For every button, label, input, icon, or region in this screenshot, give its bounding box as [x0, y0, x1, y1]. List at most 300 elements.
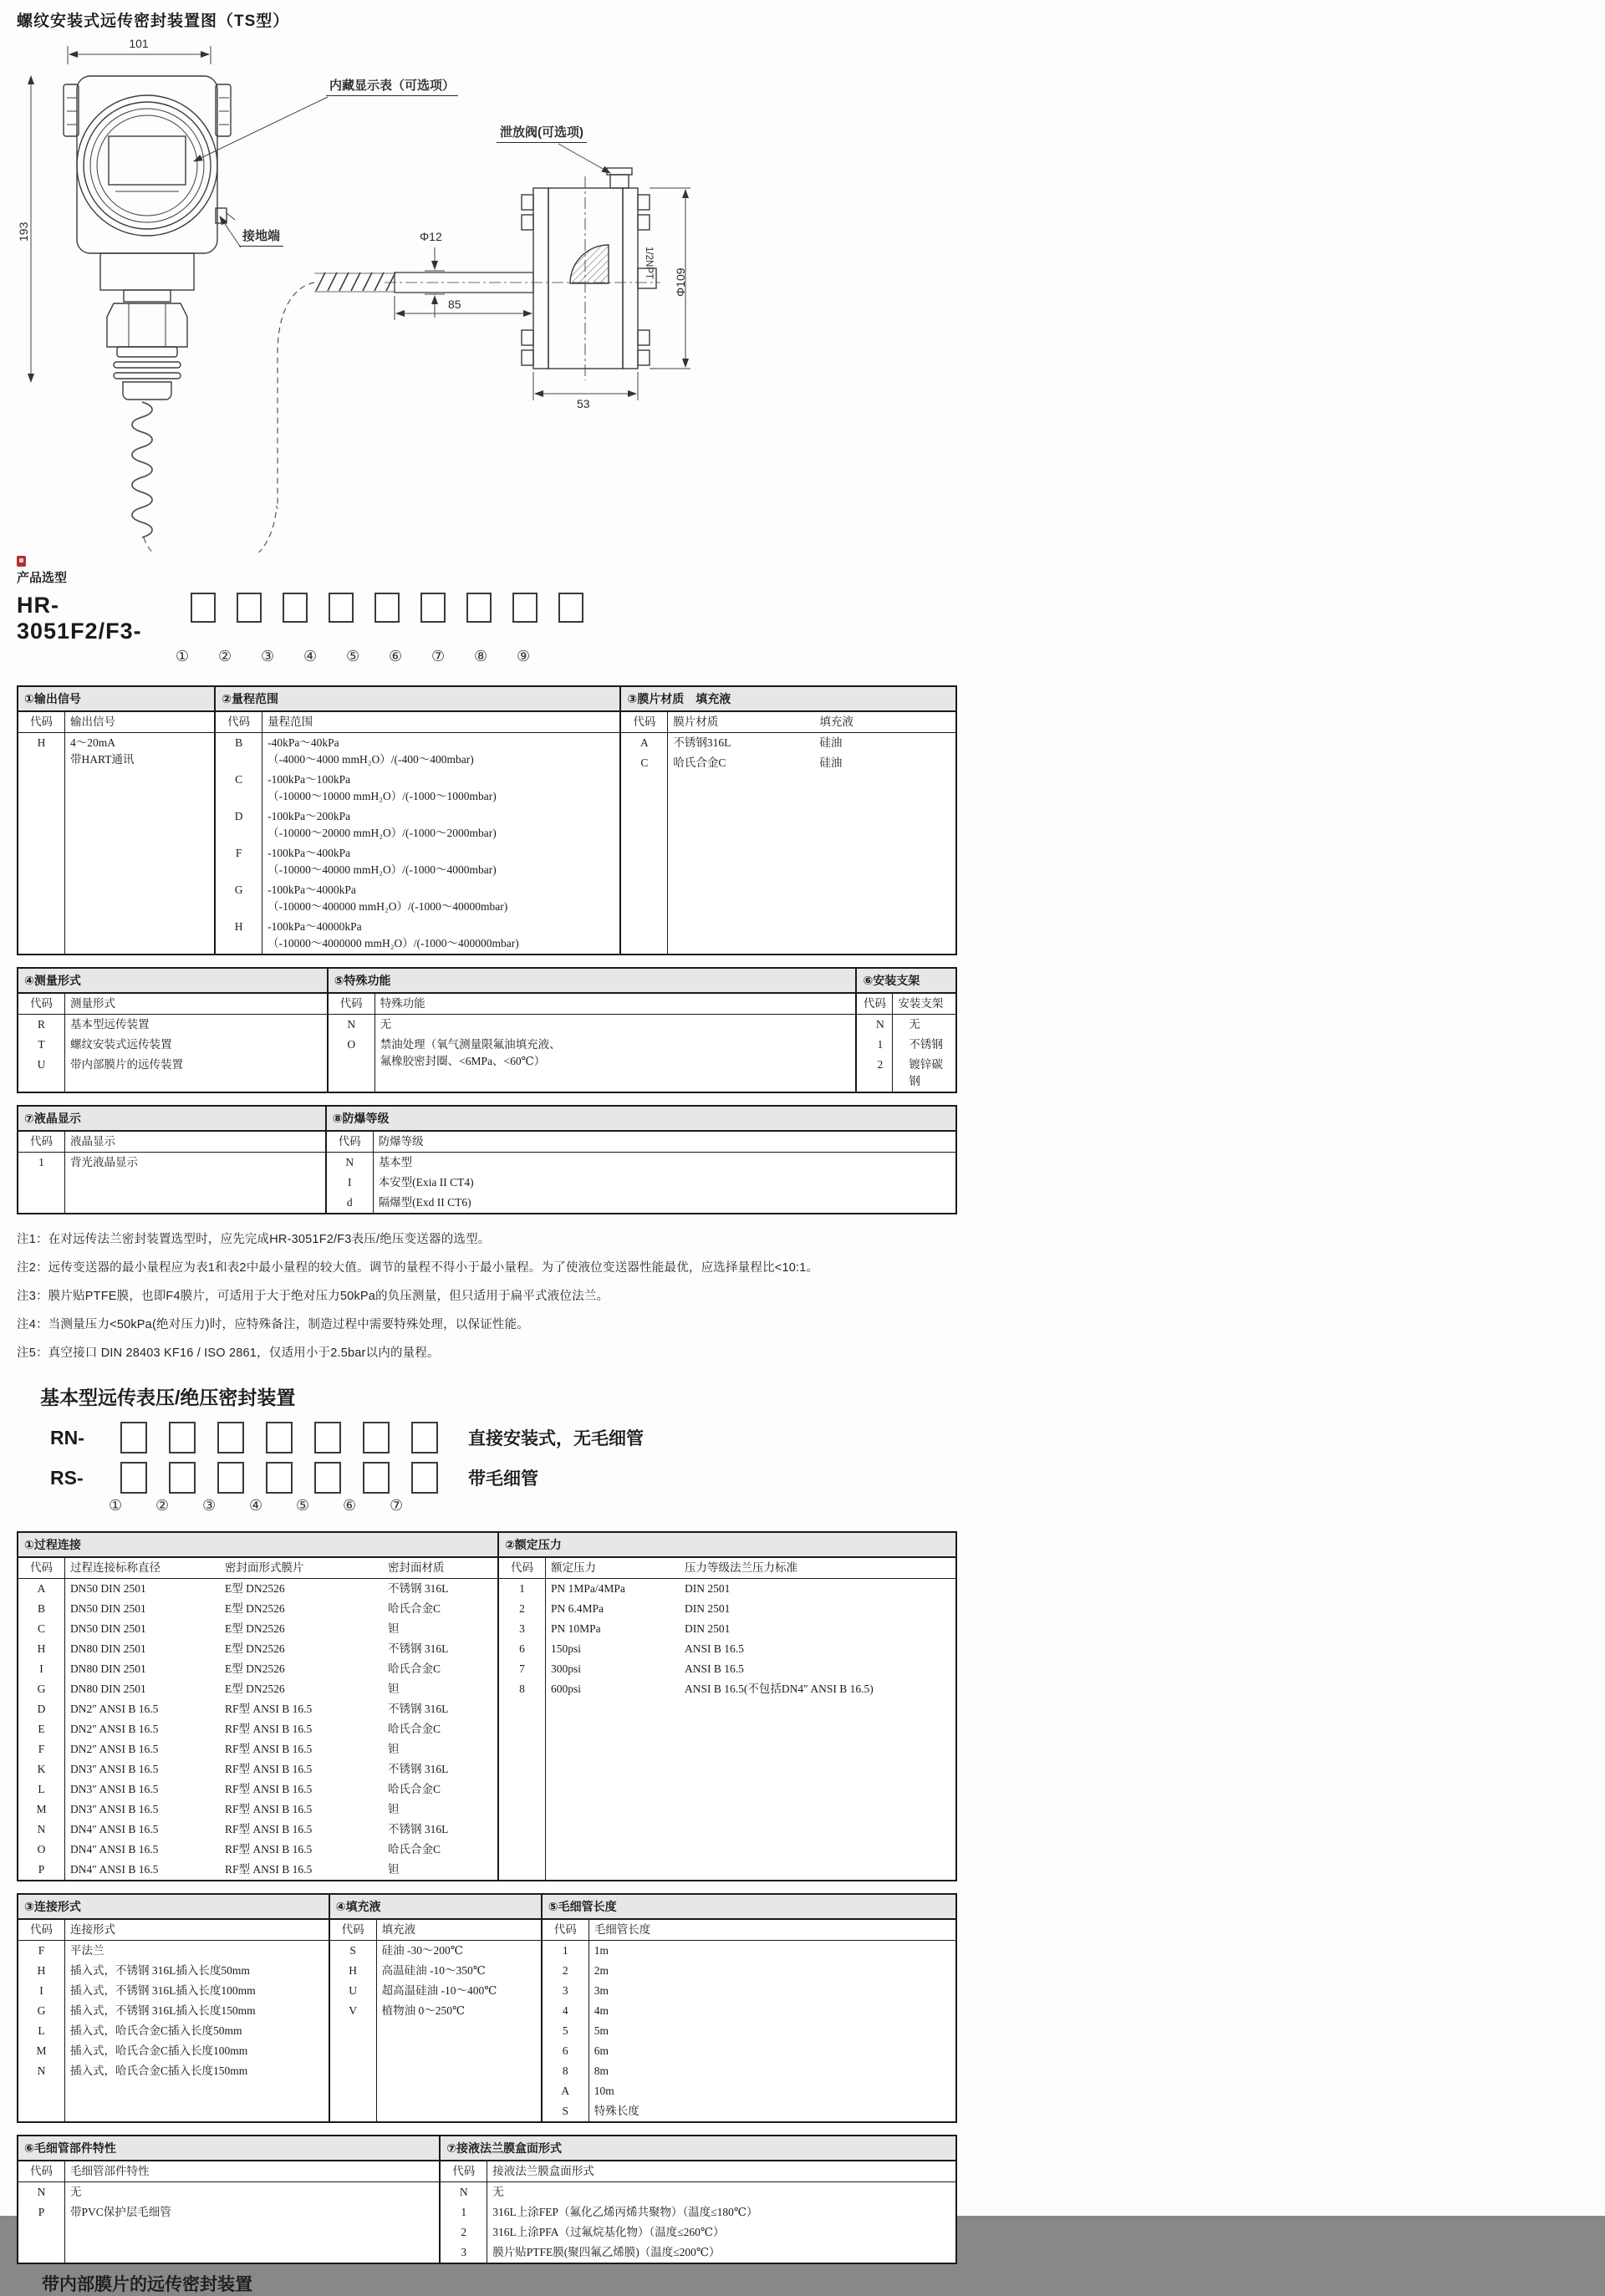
table-cell: 带PVC保护层毛细管: [70, 2206, 171, 2218]
section-title: ⑧防爆等级: [327, 1107, 955, 1132]
table-body: [18, 1579, 497, 1880]
table-row: [441, 2202, 955, 2222]
table-body: [18, 1941, 329, 2081]
col-header: 代码: [30, 1923, 53, 1936]
table-cell: 钽: [388, 1743, 400, 1755]
table-row: [18, 2001, 329, 2021]
col-header: 代码: [553, 1923, 577, 1936]
table-capillary-feature-face: [17, 2135, 957, 2264]
table-cell: 膜片贴PTFE膜(聚四氟乙烯膜)（温度≤200℃）: [492, 2246, 721, 2258]
table-cell: C: [640, 756, 649, 769]
table-row: [499, 1599, 955, 1619]
selection-box: [266, 1462, 293, 1494]
col-header: 代码: [339, 997, 363, 1010]
section-title: ④填充液: [330, 1895, 541, 1920]
table-cell: S: [562, 2105, 569, 2117]
table-header-row: [216, 712, 619, 733]
table-cell: H: [349, 1964, 358, 1977]
table-row: [330, 1961, 541, 1981]
position-number: ⑤: [346, 648, 360, 664]
callout-display: 内藏显示表（可选项）: [326, 76, 458, 96]
position-number: ⑨: [517, 648, 531, 664]
dim-tube-length-label: 85: [448, 298, 461, 311]
table-cell: N: [345, 1156, 354, 1168]
table-body: [499, 1579, 955, 1699]
table-row: [18, 1699, 497, 1719]
table-row: [857, 1055, 955, 1092]
col-header: 特殊功能: [380, 997, 425, 1010]
col-header: 代码: [227, 715, 251, 728]
table-cell: ANSI B 16.5(不包括DN4″ ANSI B 16.5): [684, 1683, 874, 1695]
table-cell: 哈氏合金C: [673, 756, 726, 769]
position-number: ②: [155, 1497, 170, 1514]
table-cell: 无: [492, 2186, 504, 2198]
table-cell: DN3″ ANSI B 16.5: [70, 1783, 159, 1795]
col-header: 连接形式: [70, 1923, 115, 1936]
table-header-row: [18, 994, 327, 1015]
table-cell: E型 DN2526: [225, 1602, 285, 1615]
table-cell: 钽: [388, 1622, 400, 1635]
position-number: ③: [202, 1497, 217, 1514]
table-cell: 哈氏合金C: [388, 1843, 441, 1856]
table-cell: I: [347, 1176, 352, 1189]
table-row: [857, 1015, 955, 1035]
table-cell: M: [36, 1803, 47, 1815]
table-cell: L: [38, 1783, 45, 1795]
table-cell: d: [346, 1196, 353, 1209]
table-row: [857, 1035, 955, 1055]
table-cell: 3: [519, 1622, 525, 1635]
table-cell: 2m: [594, 1964, 609, 1977]
table-row: [499, 1619, 955, 1639]
table-cell: T: [38, 1038, 45, 1051]
table-row: [216, 843, 619, 880]
selection-box: [411, 1422, 438, 1453]
table-row: [18, 2021, 329, 2041]
table-row: [18, 1840, 497, 1860]
col-header: 防爆等级: [378, 1135, 424, 1148]
note-2: 注2：远传变送器的最小量程应为表1和表2中最小量程的较大值。调节的量程不得小于最小量程。为了使液位变送器性能最优，应选择量程比<10:1。: [17, 1261, 819, 1275]
secondary-selection-heading: 基本型远传表压/绝压密封装置: [40, 1387, 296, 1408]
table-row: [18, 733, 214, 770]
col-header: 代码: [452, 2165, 476, 2177]
table-row: [543, 1981, 955, 2001]
col-header: 代码: [30, 1561, 53, 1574]
table-cell: E型 DN2526: [225, 1642, 285, 1655]
selection-box: [169, 1422, 196, 1453]
table-cell: D: [37, 1703, 46, 1715]
table-cell: P: [38, 1863, 45, 1876]
section-title: ⑤毛细管长度: [543, 1895, 955, 1920]
table-row: [499, 1579, 955, 1599]
table-cell: RF型 ANSI B 16.5: [225, 1703, 313, 1715]
table-cell: 基本型远传装置: [70, 1018, 150, 1031]
table-row: [216, 807, 619, 843]
table-cell: -100kPa～4000kPa （-10000～400000 mmH₂O）/(-1000～40000mbar): [268, 883, 508, 913]
table-cell: B: [37, 1602, 45, 1615]
table-row: [18, 1579, 497, 1599]
table-cell: 1: [38, 1156, 44, 1168]
table-body: [441, 2182, 955, 2263]
table-cell: F: [38, 1743, 45, 1755]
table-cell: RF型 ANSI B 16.5: [225, 1823, 313, 1835]
table-row: [18, 2041, 329, 2061]
table-cell: RF型 ANSI B 16.5: [225, 1803, 313, 1815]
table-cell: 哈氏合金C: [388, 1723, 441, 1735]
table-cell: 超高温硅油 -10～400℃: [381, 1984, 497, 1997]
section-capillary-feature: [18, 2136, 439, 2263]
table-row: [18, 1941, 329, 1961]
table-cell: 300psi: [550, 1662, 581, 1675]
table-row: [18, 1015, 327, 1035]
table-cell: ANSI B 16.5: [684, 1662, 744, 1675]
selection-box-9: [558, 593, 583, 623]
table-cell: 钽: [388, 1803, 400, 1815]
table-cell: DIN 2501: [684, 1622, 731, 1635]
col-header: 代码: [30, 1135, 53, 1148]
table-cell: 1: [519, 1582, 525, 1595]
table-cell: 2: [562, 1964, 568, 1977]
table-cell: 特殊长度: [594, 2105, 639, 2117]
col-header: 密封面形式膜片: [225, 1561, 304, 1574]
table-cell: DN3″ ANSI B 16.5: [70, 1803, 159, 1815]
col-header: 代码: [30, 997, 53, 1010]
table-cell: 3: [461, 2246, 467, 2258]
table-cell: 隔爆型(Exd II CT6): [378, 1196, 471, 1209]
technical-drawing: [17, 36, 744, 552]
table-row: [441, 2243, 955, 2263]
table-cell: 不锈钢 316L: [388, 1763, 449, 1775]
table-body: [18, 1015, 327, 1075]
selection-box: [314, 1422, 341, 1453]
model-prefix: HR-3051F2/F3-: [17, 593, 142, 644]
table-cell: 1: [877, 1038, 884, 1051]
table-cell: U: [349, 1984, 358, 1997]
col-header: 测量形式: [70, 997, 115, 1010]
table-cell: 4m: [594, 2004, 609, 2017]
selection-box: [363, 1422, 390, 1453]
table-cell: 3: [562, 1984, 568, 1997]
table-cell: 背光液晶显示: [70, 1156, 138, 1168]
table-cell: 4～20mA 带HART通讯: [70, 736, 135, 766]
table-row: [18, 2182, 439, 2202]
table-row: [18, 1659, 497, 1679]
table-cell: ANSI B 16.5: [684, 1642, 744, 1655]
table-header-row: [857, 994, 955, 1015]
position-number-row: [50, 1497, 960, 1515]
table-row: [329, 1035, 856, 1072]
table-header-row: [18, 2161, 439, 2182]
table-cell: A: [640, 736, 649, 749]
selection-box: [314, 1462, 341, 1494]
leader-lines: [194, 97, 610, 247]
table-header-row: [18, 1132, 325, 1153]
table-cell: D: [234, 810, 243, 822]
table-cell: I: [39, 1662, 43, 1675]
table-cell: H: [37, 1964, 46, 1977]
rn-code-row: [50, 1422, 960, 1453]
table-body: [857, 1015, 955, 1092]
section-title: ⑥安装支架: [857, 969, 955, 994]
table-cell: DN2″ ANSI B 16.5: [70, 1703, 159, 1715]
table-cell: 插入式，哈氏合金C插入长度50mm: [70, 2024, 242, 2037]
table-lcd-explosion: [17, 1105, 957, 1214]
capillary-coil: [132, 283, 314, 552]
table-row: [18, 1800, 497, 1820]
dim-flange-width-label: 53: [577, 397, 590, 410]
dim-width-label: 101: [129, 37, 149, 50]
table-cell: 7: [519, 1662, 525, 1675]
table-row: [327, 1153, 955, 1173]
table-cell: N: [459, 2186, 468, 2198]
table-cell: G: [37, 2004, 46, 2017]
table-cell: O: [347, 1038, 356, 1051]
table-row: [543, 2061, 955, 2081]
table-row: [543, 1941, 955, 1961]
table-cell: A: [37, 1582, 46, 1595]
table-row: [18, 2202, 439, 2222]
table-cell: 哈氏合金C: [388, 1662, 441, 1675]
transmitter-front-view: [64, 76, 235, 400]
section-title: ①输出信号: [18, 687, 214, 712]
table-body: [621, 733, 955, 773]
position-number: ⑦: [390, 1497, 404, 1514]
section-measure-form: [18, 969, 327, 1092]
table-cell: 不锈钢 316L: [388, 1642, 449, 1655]
table-cell: E型 DN2526: [225, 1622, 285, 1635]
table-cell: RF型 ANSI B 16.5: [225, 1763, 313, 1775]
table-cell: 6m: [594, 2044, 609, 2057]
table-row: [18, 1153, 325, 1173]
table-cell: 插入式，不锈钢 316L插入长度50mm: [70, 1964, 250, 1977]
table-cell: 无: [70, 2186, 82, 2198]
note-5: 注5：真空接口 DIN 28403 KF16 / ISO 2861，仅适用小于2.5bar以内的量程。: [17, 1347, 440, 1360]
table-row: [327, 1193, 955, 1213]
table-body: [18, 1153, 325, 1173]
table-row: [18, 1981, 329, 2001]
table-cell: 平法兰: [70, 1944, 104, 1957]
table-cell: 基本型: [378, 1156, 413, 1168]
table-cell: 镀锌碳钢: [909, 1058, 943, 1087]
table-cell: 无: [380, 1018, 392, 1031]
table-cell: 不锈钢 316L: [388, 1703, 449, 1715]
table-cell: 1: [562, 1944, 568, 1957]
col-header: 液晶显示: [70, 1135, 115, 1148]
table-row: [543, 1961, 955, 1981]
section-title: ③连接形式: [18, 1895, 329, 1920]
table-cell: B: [235, 736, 243, 749]
table-row: [330, 2001, 541, 2021]
table-row: [327, 1173, 955, 1193]
table-header-row: [330, 1920, 541, 1941]
table-cell: 无: [909, 1018, 920, 1031]
col-header: 额定压力: [550, 1561, 596, 1574]
table-body: [18, 733, 214, 770]
dim-capillary-dia-label: Φ12: [420, 230, 442, 243]
table-cell: 硅油: [819, 736, 843, 749]
rn-prefix: RN-: [50, 1426, 84, 1448]
rn-description: 直接安装式，无毛细管: [468, 1429, 644, 1448]
table-cell: N: [876, 1018, 884, 1031]
table-row: [621, 733, 955, 753]
table-cell: N: [37, 2064, 46, 2077]
table-cell: 硅油: [819, 756, 843, 769]
table-cell: A: [561, 2085, 570, 2097]
callout-ground-terminal: 接地端: [239, 227, 283, 247]
table-header-row: [18, 1920, 329, 1941]
section-title: ⑥毛细管部件特性: [18, 2136, 439, 2161]
table-cell: DN80 DIN 2501: [70, 1642, 146, 1655]
table-cell: DN4″ ANSI B 16.5: [70, 1843, 159, 1856]
dim-flange-dia-label: Φ109: [674, 267, 687, 297]
table-cell: -100kPa～400kPa （-10000～40000 mmH₂O）/(-1000～4000mbar): [268, 847, 497, 876]
table-cell: 插入式，不锈钢 316L插入长度150mm: [70, 2004, 256, 2017]
red-marker-icon: [17, 556, 26, 567]
notes-block: [17, 1229, 960, 1361]
selection-box: [217, 1462, 244, 1494]
table-connection-fill-capillary: [17, 1893, 957, 2123]
section-diaphragm-material: [619, 687, 955, 954]
section-rated-pressure: [497, 1533, 955, 1880]
table-row: [441, 2222, 955, 2243]
table-cell: 植物油 0～250℃: [381, 2004, 466, 2017]
table-body: [543, 1941, 955, 2121]
dim-height-label: 193: [17, 221, 30, 242]
table-cell: N: [37, 1823, 46, 1835]
table-cell: 本安型(Exia II CT4): [378, 1176, 474, 1189]
table-cell: 不锈钢: [909, 1038, 943, 1051]
table-cell: -100kPa～200kPa （-10000～20000 mmH₂O）/(-1000～2000mbar): [268, 810, 497, 839]
page-title: 螺纹安装式远传密封装置图（TS型）: [17, 13, 290, 30]
table-row: [330, 1981, 541, 2001]
table-row: [18, 1035, 327, 1055]
section-title: ③膜片材质 填充液: [621, 687, 955, 712]
table-row: [18, 2061, 329, 2081]
table-cell: DIN 2501: [684, 1602, 731, 1615]
table-cell: 螺纹安装式远传装置: [70, 1038, 172, 1051]
table-cell: G: [234, 883, 243, 896]
table-header-row: [543, 1920, 955, 1941]
table-cell: 高温硅油 -10～350℃: [381, 1964, 486, 1977]
table-cell: 4: [562, 2004, 568, 2017]
table-cell: E型 DN2526: [225, 1582, 285, 1595]
footer-section-title: 带内部膜片的远传密封装置: [42, 2275, 252, 2294]
table-cell: DN50 DIN 2501: [70, 1622, 146, 1635]
table-cell: 8: [562, 2064, 568, 2077]
selection-heading: 产品选型: [17, 571, 68, 585]
table-cell: DN4″ ANSI B 16.5: [70, 1863, 159, 1876]
table-cell: 钽: [388, 1683, 400, 1695]
table-cell: E型 DN2526: [225, 1683, 285, 1695]
table-cell: R: [37, 1018, 45, 1031]
table-row: [499, 1659, 955, 1679]
col-header: 代码: [341, 1923, 364, 1936]
table-header-row: [499, 1558, 955, 1579]
table-cell: 不锈钢316L: [673, 736, 731, 749]
rs-description: 带毛细管: [468, 1469, 538, 1489]
table-header-row: [441, 2161, 955, 2182]
col-header: 安装支架: [898, 997, 944, 1010]
table-cell: 哈氏合金C: [388, 1783, 441, 1795]
table-cell: -40kPa～40kPa （-4000～4000 mmH₂O）/(-400～400mbar): [268, 736, 474, 766]
position-number: ⑥: [343, 1497, 357, 1514]
table-cell: 316L上涂PFA（过氟烷基化物）（温度≤260℃）: [492, 2226, 725, 2238]
table-cell: H: [37, 1642, 46, 1655]
table-row: [18, 1739, 497, 1759]
position-number: ②: [218, 648, 232, 664]
table-row: [18, 1055, 327, 1075]
col-header: 代码: [30, 2165, 53, 2177]
table-cell: H: [234, 920, 243, 933]
table-cell: 2: [877, 1058, 884, 1071]
section-process-connection: [18, 1533, 497, 1880]
col-header: 代码: [30, 715, 53, 728]
table-body: [327, 1153, 955, 1213]
table-cell: 带内部膜片的远传装置: [70, 1058, 183, 1071]
table-cell: C: [37, 1622, 45, 1635]
table-cell: 5: [562, 2024, 568, 2037]
table-row: [330, 1941, 541, 1961]
table-row: [18, 1779, 497, 1800]
table-cell: S: [349, 1944, 356, 1957]
table-cell: DN50 DIN 2501: [70, 1602, 146, 1615]
table-cell: N: [347, 1018, 356, 1031]
col-header: 填充液: [381, 1923, 416, 1936]
callout-vent-valve: 泄放阀(可选项): [497, 123, 587, 143]
table-cell: 3m: [594, 1984, 609, 1997]
table-cell: 插入式，不锈钢 316L插入长度100mm: [70, 1984, 256, 1997]
selection-box: [217, 1422, 244, 1453]
table-cell: 钽: [388, 1863, 400, 1876]
selection-box-6: [420, 593, 446, 623]
position-number: ③: [261, 648, 275, 664]
table-cell: RF型 ANSI B 16.5: [225, 1723, 313, 1735]
table-cell: 10m: [594, 2085, 614, 2097]
col-header: 代码: [863, 997, 886, 1010]
table-cell: PN 1MPa/4MPa: [550, 1582, 625, 1595]
table-cell: V: [349, 2004, 358, 2017]
table-cell: 不锈钢 316L: [388, 1582, 449, 1595]
table-cell: 哈氏合金C: [388, 1602, 441, 1615]
table-header-row: [18, 1558, 497, 1579]
selection-box-7: [466, 593, 492, 623]
table-header-row: [329, 994, 856, 1015]
table-cell: DN2″ ANSI B 16.5: [70, 1723, 159, 1735]
table-body: [329, 1015, 856, 1072]
col-header: 接液法兰膜盒面形式: [492, 2165, 594, 2177]
table-cell: DN80 DIN 2501: [70, 1662, 146, 1675]
table-cell: N: [37, 2186, 46, 2198]
section-explosion-proof: [325, 1107, 955, 1213]
table-row: [543, 2001, 955, 2021]
position-number: ⑥: [389, 648, 403, 664]
col-header: 代码: [510, 1561, 533, 1574]
table-body: [216, 733, 619, 954]
table-header-row: [18, 712, 214, 733]
table-row: [543, 2081, 955, 2101]
seal-flange-side-view: [522, 168, 656, 380]
table-cell: DN3″ ANSI B 16.5: [70, 1763, 159, 1775]
col-header: 密封面材质: [388, 1561, 445, 1574]
section-lcd-display: [18, 1107, 325, 1213]
col-header: 量程范围: [268, 715, 313, 728]
position-number: ⑧: [474, 648, 488, 664]
thread-size-label: 1/2NPT: [644, 247, 654, 279]
table-row: [216, 733, 619, 770]
table-row: [18, 1961, 329, 1981]
table-row: [543, 2021, 955, 2041]
table-cell: O: [37, 1843, 46, 1856]
